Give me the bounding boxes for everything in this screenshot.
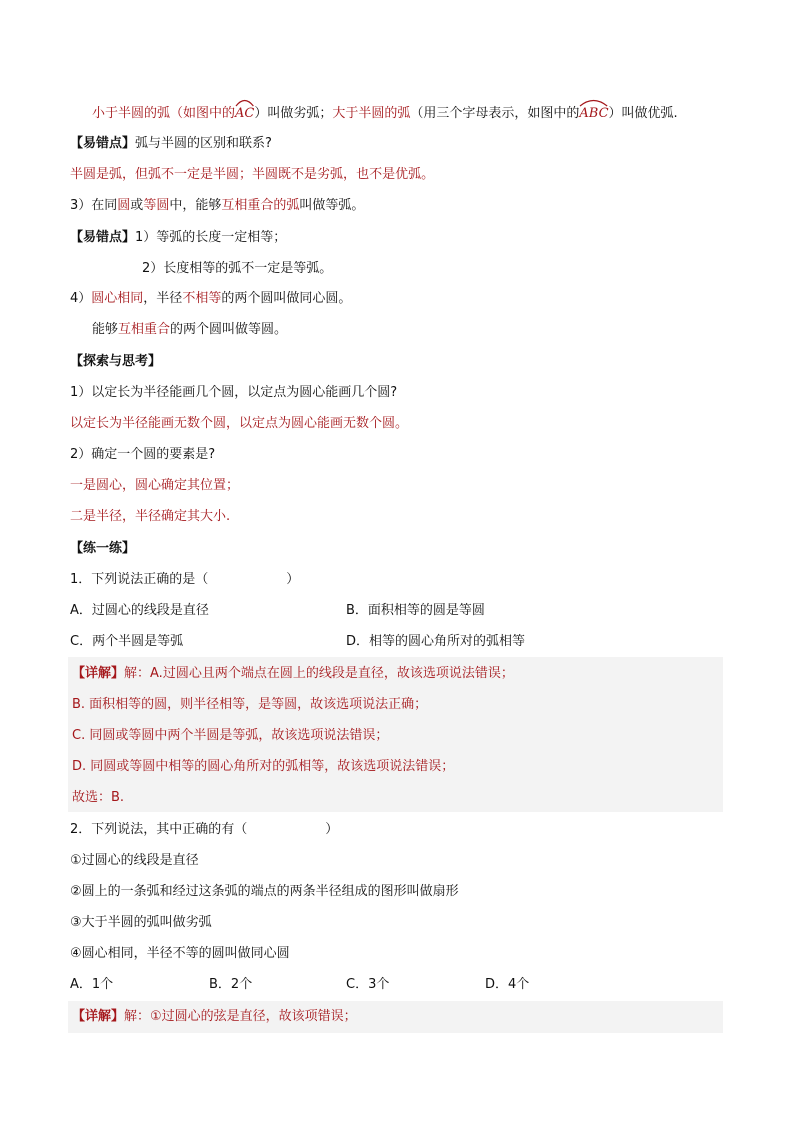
easy-error-1-answer: 半圆是弧，但弧不一定是半圆；半圆既不是劣弧，也不是优弧。 bbox=[70, 167, 435, 182]
easy-error-tag: 【易错点】 bbox=[70, 230, 136, 245]
item-4: 4）圆心相同，半径不相等的两个圆叫做同心圆。 bbox=[70, 291, 352, 306]
explore-a1: 以定长为半径能画无数个圆，以定点为圆心能画无数个圆。 bbox=[70, 416, 409, 431]
detail-tag: 【详解】 bbox=[72, 666, 125, 681]
detail-tag: 【详解】 bbox=[72, 1009, 125, 1024]
q2-statement-1: ①过圆心的线段是直径 bbox=[70, 853, 199, 868]
q2-option-a: A．1个 bbox=[70, 977, 114, 992]
q1-detail-1: 【详解】解：A.过圆心且两个端点在圆上的线段是直径，故该选项说法错误； bbox=[72, 666, 514, 681]
q1-detail-2: B. 面积相等的圆，则半径相等，是等圆，故该选项说法正确； bbox=[72, 697, 428, 712]
q2-statement-2: ②圆上的一条弧和经过这条弧的端点的两条半径组成的图形叫做扇形 bbox=[70, 884, 459, 899]
q2-option-d: D．4个 bbox=[485, 977, 530, 992]
q1-option-a: A．过圆心的线段是直径 bbox=[70, 603, 209, 618]
explore-title: 【探索与思考】 bbox=[70, 354, 162, 369]
explore-a2-radius: 二是半径，半径确定其大小. bbox=[70, 509, 231, 524]
explore-a2-center: 一是圆心，圆心确定其位置； bbox=[70, 478, 240, 493]
q2-option-c: C．3个 bbox=[346, 977, 390, 992]
easy-error-2-line2: 2）长度相等的弧不一定是等弧。 bbox=[142, 261, 333, 276]
q1-detail-4: D. 同圆或等圆中相等的圆心角所对的弧相等，故该选项说法错误； bbox=[72, 759, 455, 774]
q1-stem: 1．下列说法正确的是（ ） bbox=[70, 572, 300, 587]
q2-statement-4: ④圆心相同，半径不等的圆叫做同心圆 bbox=[70, 946, 290, 961]
minor-arc-def: 小于半圆的弧（如图中的 bbox=[92, 106, 236, 121]
easy-error-1: 【易错点】弧与半圆的区别和联系? bbox=[70, 136, 272, 151]
q2-stem: 2．下列说法，其中正确的有（ ） bbox=[70, 822, 339, 837]
q2-detail-1: 【详解】解：①过圆心的弦是直径，故该项错误； bbox=[72, 1009, 357, 1024]
q1-detail-3: C. 同圆或等圆中两个半圆是等弧，故该选项说法错误； bbox=[72, 728, 389, 743]
item-4-equal-circles: 能够互相重合的两个圆叫做等圆。 bbox=[92, 322, 288, 337]
easy-error-2: 【易错点】1）等弧的长度一定相等； bbox=[70, 230, 287, 245]
intro-line: 小于半圆的弧（如图中的 AC）叫做劣弧；大于半圆的弧（用三个字母表示，如图中的 ABC）叫做优弧. bbox=[92, 103, 678, 123]
q1-detail-box bbox=[68, 657, 723, 812]
arc-abc: ABC bbox=[579, 103, 608, 123]
q1-option-b: B．面积相等的圆是等圆 bbox=[346, 603, 485, 618]
arc-symbol-icon bbox=[579, 97, 608, 107]
explore-q2: 2）确定一个圆的要素是? bbox=[70, 447, 216, 462]
q1-option-d: D．相等的圆心角所对的弧相等 bbox=[346, 634, 526, 649]
q1-detail-5: 故选：B. bbox=[72, 790, 125, 805]
easy-error-tag: 【易错点】 bbox=[70, 136, 136, 151]
practice-title: 【练一练】 bbox=[70, 541, 136, 556]
q2-option-b: B．2个 bbox=[209, 977, 253, 992]
q2-detail-box bbox=[68, 1001, 723, 1033]
q2-statement-3: ③大于半圆的弧叫做劣弧 bbox=[70, 915, 212, 930]
explore-q1: 1）以定长为半径能画几个圆，以定点为圆心能画几个圆? bbox=[70, 385, 398, 400]
arc-symbol-icon bbox=[235, 97, 254, 107]
arc-ac: AC bbox=[235, 103, 254, 123]
item-3: 3）在同圆或等圆中，能够互相重合的弧叫做等弧。 bbox=[70, 198, 365, 213]
major-arc-def: 大于半圆的弧 bbox=[332, 106, 411, 121]
q1-option-c: C．两个半圆是等弧 bbox=[70, 634, 184, 649]
